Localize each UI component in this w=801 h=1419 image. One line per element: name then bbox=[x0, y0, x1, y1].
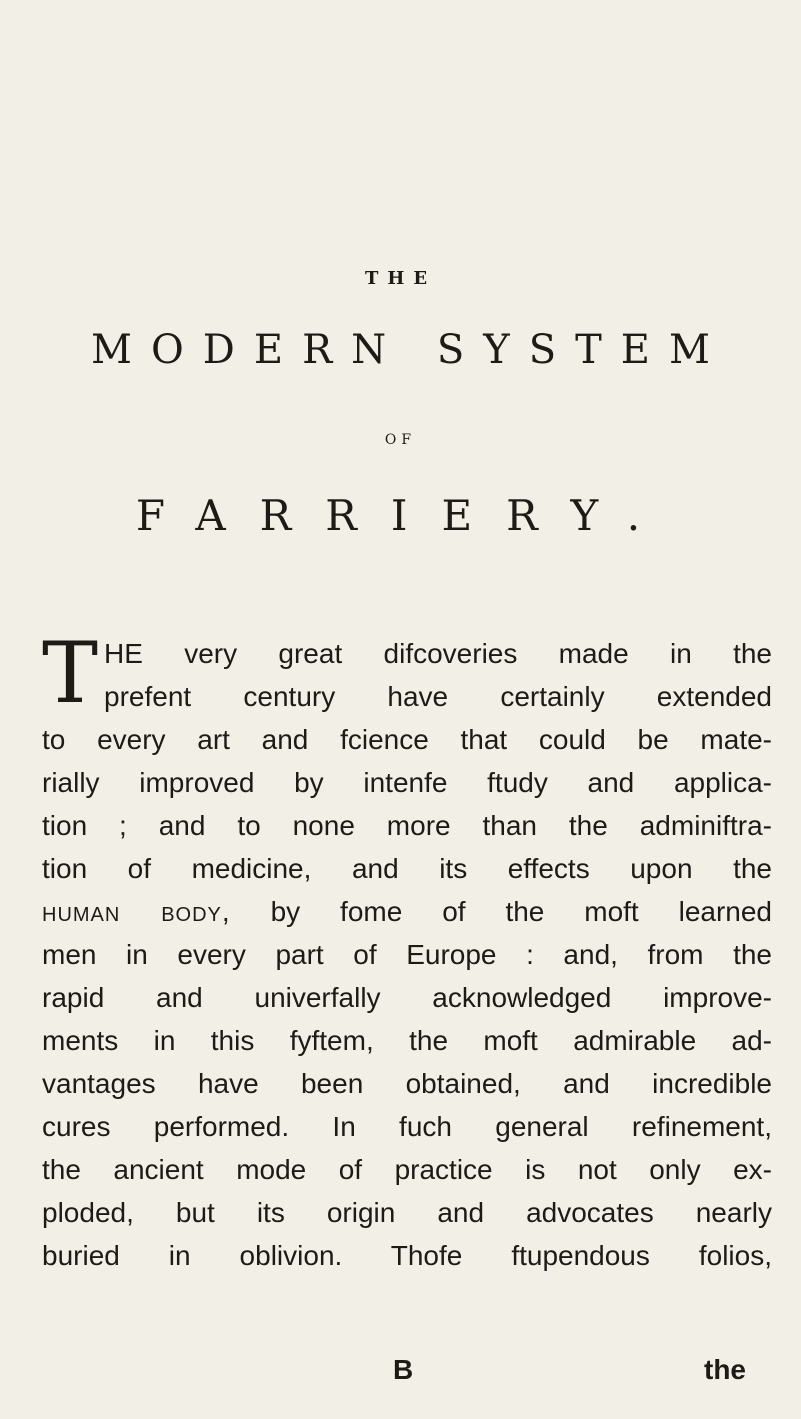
signature-mark: B bbox=[393, 1354, 414, 1385]
text-line: men in every part of Europe : and, from the bbox=[42, 939, 772, 970]
text-line: rially improved by intenfe ftudy and applica- bbox=[42, 767, 772, 798]
text-line: the ancient mode of practice is not only ex- bbox=[42, 1154, 772, 1185]
text-line: to every art and fcience that could be mate- bbox=[42, 724, 772, 755]
title-farriery: FARRIERY. bbox=[135, 491, 675, 540]
text-line: ments in this fyftem, the moft admirable ad- bbox=[42, 1025, 772, 1056]
text-line: tion of medicine, and its effects upon the bbox=[42, 853, 772, 884]
title-of: OF bbox=[384, 432, 417, 448]
title-the: THE bbox=[364, 268, 437, 289]
text-line-human-body bbox=[42, 890, 772, 933]
catchword: the bbox=[704, 1354, 746, 1385]
body-paragraph bbox=[42, 624, 773, 1277]
text-line: cures performed. In fuch general refinement, bbox=[42, 1111, 772, 1142]
title-modern-system: MODERN SYSTEM bbox=[91, 327, 729, 373]
text-line: rapid and univerfally acknowledged improve- bbox=[42, 982, 772, 1013]
text-line: vantages have been obtained, and incredible bbox=[42, 1068, 772, 1099]
drop-cap: T bbox=[42, 624, 99, 722]
text-line: prefent century have certainly extended bbox=[104, 681, 772, 712]
text-line: HE very great difcoveries made in the bbox=[104, 638, 772, 669]
text-line: ploded, but its origin and advocates nearly bbox=[42, 1197, 772, 1228]
text-line: tion ; and to none more than the adminiftra- bbox=[42, 810, 772, 841]
human-body-smallcaps: human body, bbox=[42, 896, 231, 927]
text-line: buried in oblivion. Thofe ftupendous folios, bbox=[42, 1240, 772, 1271]
text-fragment: by fome of the moft learned bbox=[270, 896, 773, 927]
